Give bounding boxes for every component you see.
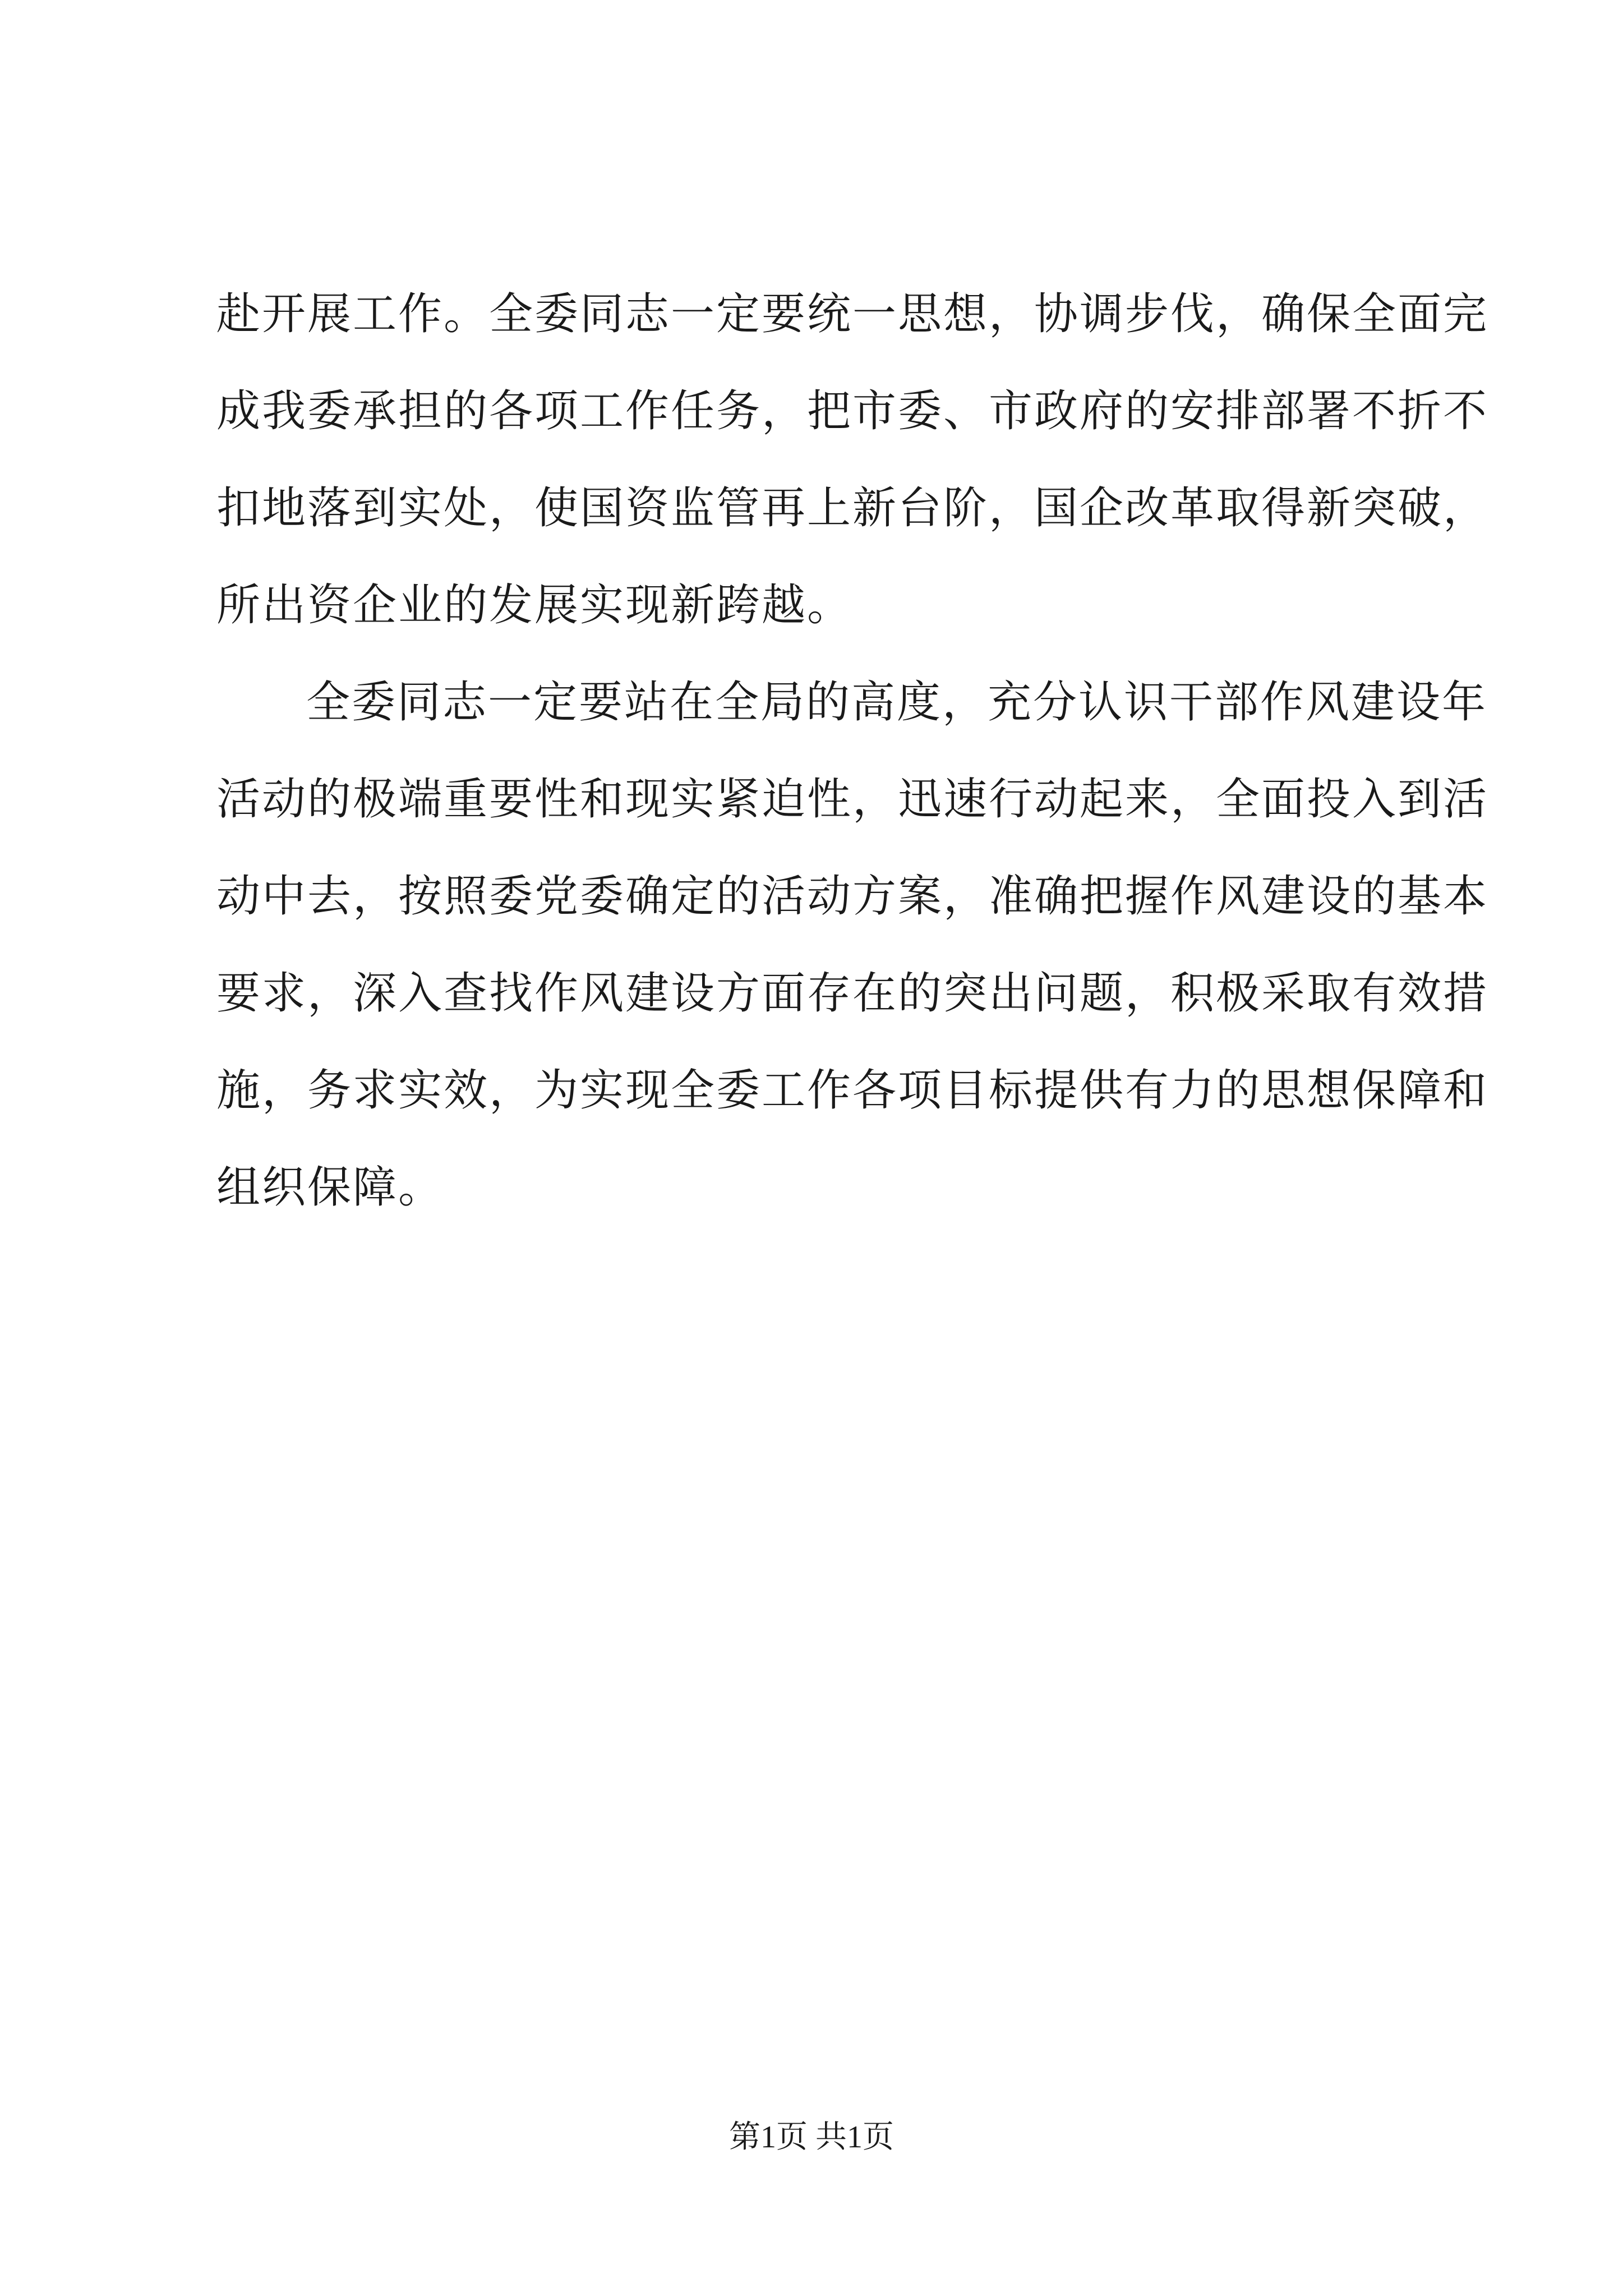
paragraph-1-line-3: 扣地落到实处，使国资监管再上新台阶，国企改革取得新突破， [216,483,1489,533]
paragraph-2-line-3: 动中去，按照委党委确定的活动方案，准确把握作风建设的基本 [216,871,1489,922]
paragraph-2-line-2: 活动的极端重要性和现实紧迫性，迅速行动起来，全面投入到活 [216,774,1489,825]
paragraph-2-line-4: 要求，深入查找作风建设方面存在的突出问题，积极采取有效措 [216,968,1489,1019]
document-body [216,266,1489,1236]
paragraph-2-line-1: 全委同志一定要站在全局的高度，充分认识干部作风建设年 [306,677,1488,728]
page-number-footer: 第1页 共1页 [729,2120,894,2155]
paragraph-1-line-4: 所出资企业的发展实现新跨越。 [216,580,853,631]
paragraph-1-line-1: 赴开展工作。全委同志一定要统一思想，协调步伐，确保全面完 [216,289,1489,339]
paragraph-2-line-5: 施，务求实效，为实现全委工作各项目标提供有力的思想保障和 [216,1065,1489,1116]
paragraph-1-line-2: 成我委承担的各项工作任务，把市委、市政府的安排部署不折不 [216,386,1489,436]
paragraph-2-line-6: 组织保障。 [216,1162,444,1213]
